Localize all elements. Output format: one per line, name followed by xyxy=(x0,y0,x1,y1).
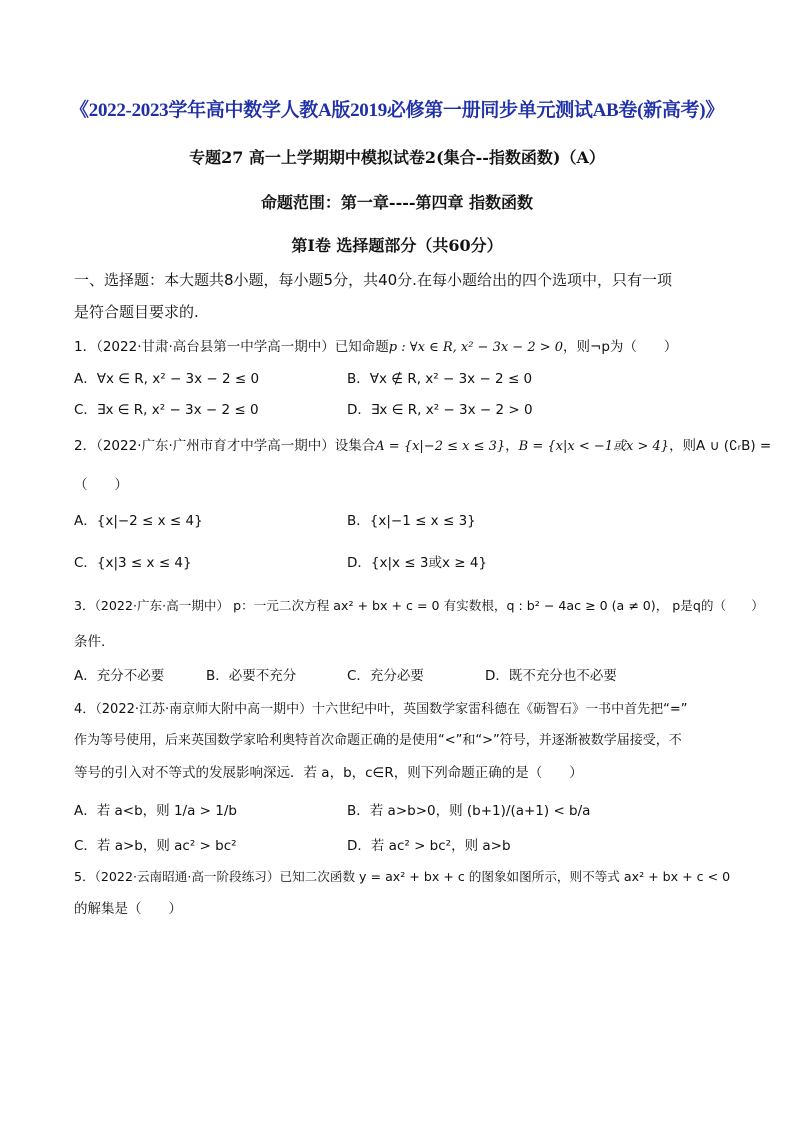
question-4-line3: 等号的引入对不等式的发展影响深远．若 a，b，c∈R，则下列命题正确的是（ ） xyxy=(74,765,583,781)
question-3-stem-cont: 条件. xyxy=(74,634,106,650)
question-3-option-a: A．充分不必要 xyxy=(74,668,165,684)
question-4-option-c: C．若 a>b，则 ac² > bc² xyxy=(74,838,237,854)
question-5-line1: 5．（2022·云南昭通·高一阶段练习）已知二次函数 y = ax² + bx + c 的图象如图所示，则不等式 ax² + bx + c < 0 xyxy=(74,869,731,884)
question-3-option-b: B．必要不充分 xyxy=(206,668,297,684)
question-2-ask: ，则A ∪ (∁ᵣB) = xyxy=(669,438,772,454)
question-4-option-d: D．若 ac² > bc²，则 a>b xyxy=(347,838,511,854)
question-1-option-c: C．∃x ∈ R, x² − 3x − 2 ≤ 0 xyxy=(74,402,259,418)
question-2-set-a: A = {x|−2 ≤ x ≤ 3} xyxy=(375,439,506,454)
question-2-option-b: B．{x|−1 ≤ x ≤ 3} xyxy=(347,513,476,529)
question-2-option-c: C．{x|3 ≤ x ≤ 4} xyxy=(74,555,192,571)
question-1-option-b: B．∀x ∉ R, x² − 3x − 2 ≤ 0 xyxy=(347,371,533,387)
question-3-option-c: C．充分必要 xyxy=(347,668,424,684)
section-intro-line2: 是符合题目要求的. xyxy=(74,303,199,321)
question-1-proposition: p : ∀x ∈ R, x² − 3x − 2 > 0 xyxy=(388,340,564,355)
question-3-stem: 3．（2022·广东·高一期中） p：一元二次方程 ax² + bx + c = 0 有实数根，q : b² − 4ac ≥ 0 (a ≠ 0)， p是q的（ ） xyxy=(74,598,764,613)
question-1-stem xyxy=(74,335,677,355)
question-1-ask: ，则¬p为（ ） xyxy=(563,339,678,355)
question-1-source: 1．（2022·甘肃·高台县第一中学高一期中）已知命题 xyxy=(74,339,389,355)
question-5-line2: 的解集是（ ） xyxy=(74,901,182,917)
question-2-source: 2．（2022·广东·广州市育才中学高一期中）设集合 xyxy=(74,438,376,454)
question-1-option-a: A．∀x ∈ R, x² − 3x − 2 ≤ 0 xyxy=(74,371,260,387)
question-4-option-b: B．若 a>b>0，则 (b+1)/(a+1) < b/a xyxy=(347,803,591,819)
question-2-stem: 2．（2022·广东·广州市育才中学高一期中）设集合A = {x|−2 ≤ x ≤ 3}，B = {x|x < −1或x > 4}，则A ∪ (∁ᵣB) = xyxy=(74,438,772,454)
question-1-option-d: D．∃x ∈ R, x² − 3x − 2 > 0 xyxy=(347,402,533,418)
question-4-option-a: A．若 a<b，则 1/a > 1/b xyxy=(74,803,237,819)
question-4-line1: 4．（2022·江苏·南京师大附中高一期中）十六世纪中叶，英国数学家雷科德在《砺智石》一书中首先把“=” xyxy=(74,702,688,717)
question-2-set-b: B = {x|x < −1或x > 4} xyxy=(518,439,670,454)
question-4-line2: 作为等号使用，后来英国数学家哈利奥特首次命题正确的是使用“<”和“>”符号，并逐渐被数学届接受，不 xyxy=(74,733,682,748)
scope-line: 命题范围：第一章----第四章 指数函数 xyxy=(260,193,534,212)
question-2-option-a: A．{x|−2 ≤ x ≤ 4} xyxy=(74,513,203,529)
part-title: 第Ⅰ卷 选择题部分（共60分） xyxy=(291,236,503,255)
question-3-option-d: D．既不充分也不必要 xyxy=(485,668,617,684)
series-title: 《2022-2023学年高中数学人教A版2019必修第一册同步单元测试AB卷(新高考)》 xyxy=(70,100,724,121)
section-intro-line1: 一、选择题：本大题共8小题，每小题5分，共40分.在每小题给出的四个选项中，只有一项 xyxy=(74,271,672,289)
question-2-option-d: D．{x|x ≤ 3或x ≥ 4} xyxy=(347,555,488,571)
question-2-paren: （ ） xyxy=(74,477,128,493)
topic-title: 专题27 高一上学期期中模拟试卷2(集合--指数函数)（A） xyxy=(189,148,605,167)
